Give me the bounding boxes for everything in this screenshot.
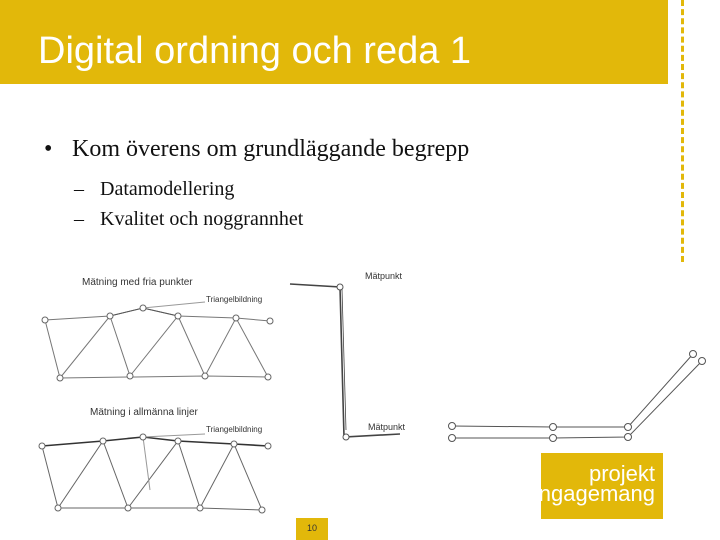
double-line xyxy=(452,354,702,438)
sub-bullet-text: Datamodellering xyxy=(100,178,235,200)
panel2-title: Mätning i allmänna linjer xyxy=(90,407,198,418)
panel2-points xyxy=(39,434,271,513)
panel1-points xyxy=(42,305,273,381)
sub-bullet-marker: – xyxy=(74,208,84,230)
sub-bullet-text: Kvalitet och noggrannhet xyxy=(100,208,304,230)
measurement-line xyxy=(290,284,400,437)
slide-title: Digital ordning och reda 1 xyxy=(38,30,472,72)
sub-bullet-marker: – xyxy=(74,178,84,200)
panel1-title: Mätning med fria punkter xyxy=(82,277,193,288)
page-number: 10 xyxy=(296,518,328,540)
projekt-engagemang-logo xyxy=(526,453,663,519)
bullet-marker: • xyxy=(44,136,53,162)
panel1-label: Triangelbildning xyxy=(206,295,263,304)
double-line-points xyxy=(449,351,706,442)
bullet-main-text: Kom överens om grundläggande begrepp xyxy=(72,136,470,162)
panel2-label: Triangelbildning xyxy=(206,425,263,434)
logo-line2: engagemang xyxy=(526,481,655,506)
matpunkt-top-label: Mätpunkt xyxy=(365,271,403,281)
panel1-truss xyxy=(45,302,270,378)
logo-line1: projekt xyxy=(588,461,655,486)
matpunkt-bottom-label: Mätpunkt xyxy=(368,422,406,432)
